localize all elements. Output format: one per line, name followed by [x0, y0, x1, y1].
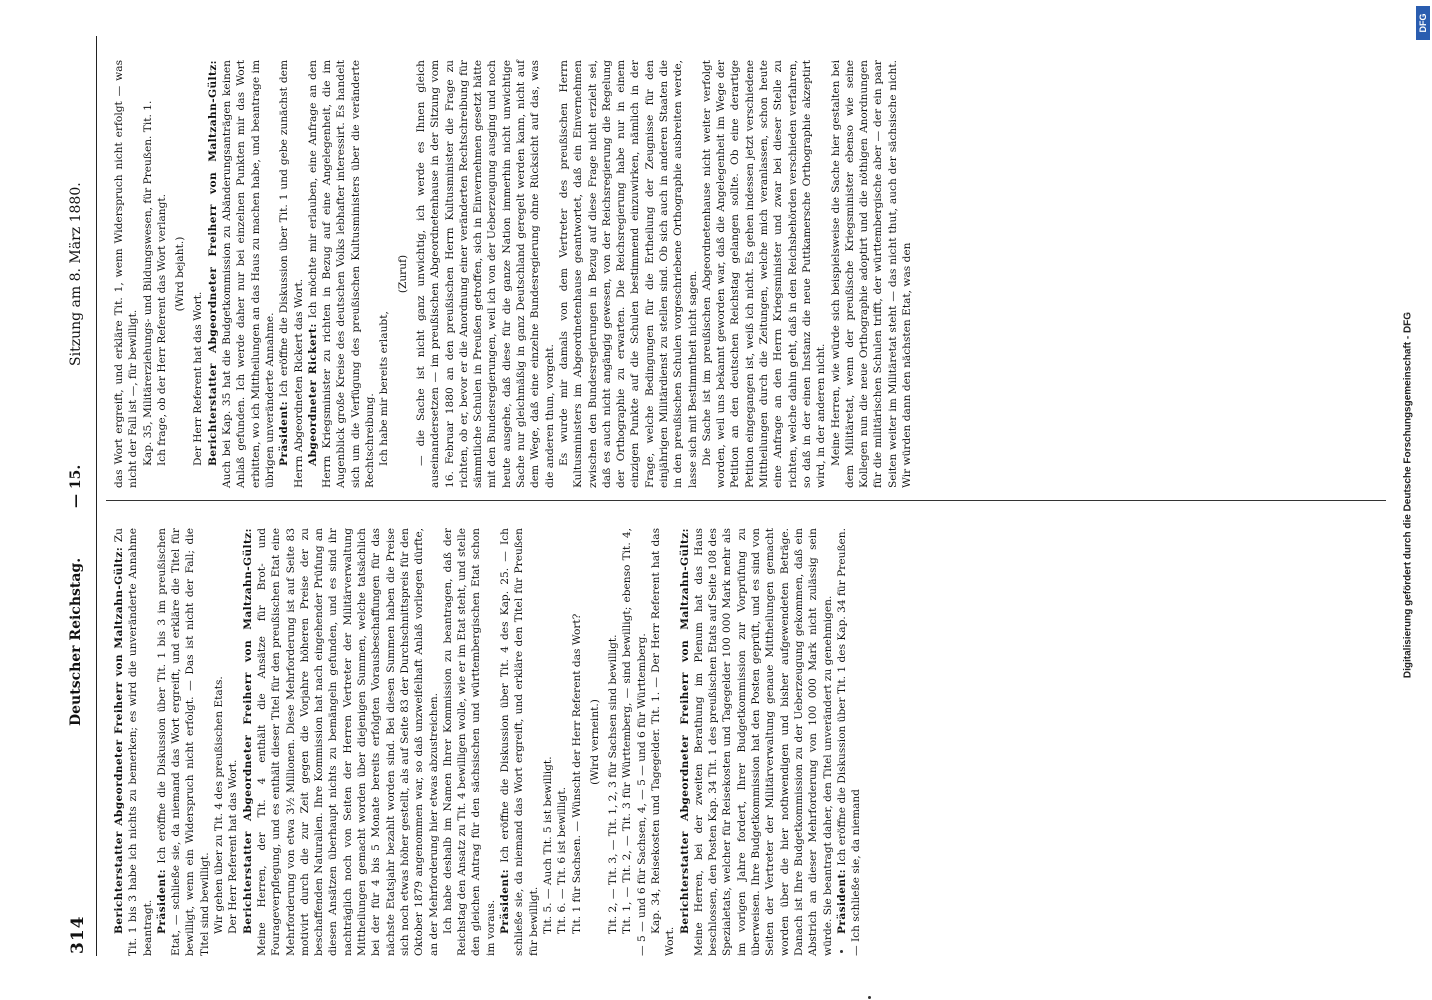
- paragraph: [835, 528, 864, 956]
- paragraph: [555, 528, 569, 956]
- paragraph: [678, 528, 835, 956]
- column-divider: [106, 500, 1386, 501]
- paragraph: [829, 60, 915, 488]
- paragraph: [155, 528, 212, 956]
- paragraph: [541, 528, 555, 956]
- paragraph: [155, 60, 169, 488]
- speaker-name: Präsident:: [835, 868, 848, 934]
- paragraph: [191, 60, 205, 488]
- paragraph-text: (Wird verneint.): [588, 699, 601, 785]
- publication-title: Deutscher Reichstag.: [68, 557, 84, 726]
- paragraph: [377, 60, 391, 488]
- paragraph-text: — die Sache ist nicht ganz unwichtig, ich werde es Ihnen gleich auseinandersetzen — im preußischen Abgeordnetenhause in der Sitzung vom 16. Februar 1880 an den preußischen Herrn Kultusminister die Frage zu richten, ob er, bevor er die Anordnung einer veränderten Rechtschreibung für sämmtliche Schulen in Preußen getroffen, sich in Einvernehmen gesetzt hätte mit den Bundesregierungen, weil ich von der Ueberzeugung ausging und noch heute ausgehe, daß diese für die ganze Nation immerhin nicht unwichtige Sache nur gleichmäßig in ganz Deutschland geregelt werden kann, nicht auf dem Wege, daß eine einzelne Bundesregierung ohne Rücksicht auf das, was die anderen thun, vorgeht.: [414, 60, 556, 488]
- scan-speck: [868, 996, 871, 999]
- paragraph-text: Kap. 34, Reisekosten und Tagegelder. Tit. 1. — Der Herr Referent hat das Wort.: [649, 528, 677, 956]
- dfg-logo: [1416, 6, 1430, 40]
- paragraph-text: Meine Herren, der Tit. 4 enthält die Ansätze für Brot- und Fourageverpflegung, und es enthält dieser Titel für den preußischen Etat eine Mehrforderung von etwa 3½ Millionen. Diese Mehrforderung ist auf Seite 83 motivirt durch die zur Zeit gegen die Vorjahre höheren Preise der zu beschaffenden Naturalien. Ihre Kommission hat nach eingehender Prüfung an diesen Ansätzen überhaupt nichts zu bemängeln gefunden, und es sind ihr nachträglich noch von Seiten der Herren Vertreter der Militärverwaltung Mittheilungen gemacht worden über diejenigen Summen, welche tatsächlich bei der für 4 bis 5 Monate bereits erfolgten Vorausbeschaffungen für das nächste Etatsjahr bezahlt worden sind. Bei diesen Summen haben die Preise sich noch etwas höher gestellt, als auf Seite 83 der Durchschnittspreis für den Oktober 1879 angenommen war, so daß unzweifelhaft Anlaß vorliegen dürfte, an der Mehrforderung hier etwas abzustreichen.: [255, 528, 440, 956]
- document-page: [56, 36, 1396, 956]
- paragraph-text: Ich habe mir bereits erlaubt,: [378, 311, 391, 466]
- speaker-name: Berichterstatter Abgeordneter Freiherr von Maltzahn-Gültz:: [113, 546, 125, 934]
- speaker-name: Präsident:: [278, 400, 291, 466]
- stage-direction: [173, 60, 187, 488]
- paragraph-text: Die Sache ist im preußischen Abgeordnetenhause nicht weiter verfolgt worden, weil uns bekannt geworden war, daß die Angelegenheit im Wege der Petition an den deutschen Reichstag gelangen sollte. Ob eine derartige Petition eingegangen ist, weiß ich nicht. Es gehen indessen jetzt verschiedene Mittheilungen durch die Zeitungen, welche mich veranlassen, schon heute eine Anfrage an den Herrn Kriegsminister und zwar bei dieser Stelle zu richten, welche dahin geht, daß in den Reichsbehörden verschieden verfahren, so daß in der einen Instanz die neue Puttkamersche Orthographie akzeptirt wird, in der anderen nicht.: [700, 60, 828, 488]
- scan-speck: [840, 950, 843, 953]
- paragraph-text: Meine Herren, bei der zweiten Berathung im Plenum hat das Haus beschlossen, den Posten Kap. 34 Tit. 1 des preußischen Etats auf Seite 108 des Spezialetats, welcher für Reisekosten und Tagegelder 100 000 Mark mehr als im vorigen Jahre fordert, Ihrer Budgetkommission zur Vorprüfung zu überweisen. Ihre Budgetkommission hat den Posten geprüft, und es sind von Seiten der Vertreter der Militärverwaltung genaue Mittheilungen gemacht worden über die hier nothwendigen und bisher aufgewendeten Beträge. Danach ist Ihre Budgetkommission zu der Ueberzeugung gekommen, daß ein Abstrich an dieser Mehrforderung von 100 000 Mark nicht zulässig sein würde. Sie beantragt daher, den Titel unverändert zu genehmigen.: [692, 528, 834, 956]
- paragraph: [306, 60, 377, 488]
- stage-direction: [396, 60, 410, 488]
- paragraph-text: Ich frage, ob der Herr Referent das Wort verlangt.: [155, 193, 168, 466]
- paragraph: [620, 528, 649, 956]
- paragraph-text: Tit. 1 für Sachsen. — Wünscht der Herr Referent das Wort?: [570, 613, 583, 934]
- paragraph-text: Ich eröffne die Diskussion über Tit. 1 bis 3 im preußischen Etat, — schließe sie, da niemand das Wort ergreift, und erkläre die Titel für bewilligt, wenn ein Widerspruch nicht erfolgt. — Das ist nicht der Fall; die Titel sind bewilligt.: [155, 528, 211, 956]
- paragraph-text: Wir gehen über zu Tit. 4 des preußischen Etats.: [213, 676, 226, 934]
- session-date: Sitzung am 8. März 1880.: [68, 182, 84, 366]
- stage-direction: [588, 528, 602, 956]
- paragraph: [441, 528, 498, 956]
- paragraph-text: Tit. 2, — Tit. 3, — Tit. 1, 2, 3 für Sachsen sind bewilligt.: [607, 634, 620, 934]
- paragraph: [112, 60, 141, 488]
- paragraph: [570, 528, 584, 956]
- paragraph: [277, 60, 306, 488]
- paragraph: [414, 60, 557, 488]
- speaker-name: Präsident:: [155, 868, 168, 934]
- paragraph-text: Ich eröffne die Diskussion über Tit. 1 des Kap. 34 für Preußen. — Ich schließe sie, da niemand: [835, 528, 863, 956]
- paragraph-text: Tit. 6. — Tit. 6 ist bewilligt.: [556, 787, 569, 934]
- session-number: — 15.: [68, 464, 84, 508]
- paragraph-text: Meine Herren, wie würde sich beispielsweise die Sache hier gestalten bei dem Militäretat, wenn der preußische Kriegsminister ebenso wie seine Kollegen nun die neue Orthographie adoptirt und die nöthigen Anordnungen für die militärischen Schulen trifft, der württembergische aber — der ein paar Seiten weiter im Militäretat steht — das nicht thut, auch der sächsische nicht. Wir würden dann den nächsten Etat, was den: [829, 60, 914, 488]
- digitization-note: Digitalisierung gefördert durch die Deutsche Forschungsgemeinschaft - DFG: [1402, 311, 1414, 679]
- right-column: [112, 60, 914, 488]
- speaker-name: Abgeordneter Rickert:: [306, 323, 319, 466]
- paragraph-text: Zu Tit. 1 bis 3 habe ich nichts zu bemerken; es wird die unveränderte Annahme beantragt.: [113, 528, 154, 956]
- left-column: [112, 528, 863, 956]
- paragraph: [649, 528, 678, 956]
- paragraph-text: Es wurde mir damals von dem Vertreter des preußischen Herrn Kultusministers im Abgeordnetenhause geantwortet, daß ein Einvernehmen zwischen den Bundesregierungen in Bezug auf diese Frage nicht erzielt sei, daß es auch nicht angängig gewesen, von der Reichsregierung die Regelung der Orthographie zu erwarten. Die Reichsregierung habe nur in einem einzigen Punkte auf die Schulen bestimmend einzuwirken, nämlich in der Frage, welche Bedingungen für die Ertheilung der Zeugnisse für den einjährigen Militärdienst zu stellen sind. Ob sich auch in anderen Staaten die in den preußischen Schulen vorgeschriebene Orthographie ausbreiten werde, lasse sich mit Bestimmtheit nicht sagen.: [557, 60, 699, 488]
- paragraph-text: (Zuruf): [396, 254, 409, 294]
- paragraph-text: Ich eröffne die Diskussion über Tit. 4 des Kap. 25. — Ich schließe sie, da niemand das Wort ergreift, und erkläre den Titel für Preußen für bewilligt.: [499, 528, 540, 956]
- paragraph: [557, 60, 700, 488]
- paragraph-text: Ich habe deshalb im Namen Ihrer Kommission zu beantragen, daß der Reichstag den Ansatz zu Tit. 4 bewilligen wolle, wie er im Etat steht, und stelle den gleichen Antrag für den sächsischen und württembergischen Etat schon im voraus.: [441, 528, 497, 956]
- page-header: [56, 36, 97, 956]
- paragraph: [206, 60, 277, 488]
- paragraph-text: Ich möchte mir erlauben, eine Anfrage an den Herrn Kriegsminister zu richten in Bezug auf eine Angelegenheit, die im Augenblick große Kreise des deutschen Volks lebhafter interessirt. Es handelt sich um die Verfügung des preußischen Kultusministers über die veränderte Rechtschreibung.: [306, 59, 377, 488]
- page-number: 314: [68, 915, 88, 954]
- paragraph-text: Tit. 5. — Auch Tit. 5 ist bewilligt.: [541, 756, 554, 934]
- paragraph-text: (Wird bejaht.): [174, 236, 187, 312]
- paragraph-text: das Wort ergreift, und erkläre Tit. 1, wenn Widerspruch nicht erfolgt — was nicht der Fall ist —, für bewilligt.: [113, 60, 140, 488]
- paragraph: [606, 528, 620, 956]
- paragraph: [700, 60, 829, 488]
- speaker-name: Berichterstatter Abgeordneter Freiherr von Maltzahn-Gültz:: [241, 528, 254, 934]
- paragraph: [241, 528, 441, 956]
- paragraph-text: Auch bei Kap. 35 hat die Budgetkommission zu Abänderungsanträgen keinen Anlaß gefunden. Ich werde daher nur bei einzelnen Punkten mir das Wort erbitten, wo ich Mittheilungen an das Haus zu machen habe, und beantrage im übrigen unveränderte Annahme.: [221, 60, 276, 488]
- digitization-sidebar: [1388, 40, 1428, 950]
- speaker-name: Berichterstatter Abgeordneter Freiherr von Maltzahn-Gültz:: [206, 60, 219, 466]
- speaker-name: Berichterstatter Abgeordneter Freiherr von Maltzahn-Gültz:: [678, 528, 691, 934]
- paragraph: [112, 528, 155, 956]
- paragraph-text: Kap. 35, Militärerziehungs- und Bildungswesen, für Preußen. Tit. 1.: [141, 100, 154, 466]
- paragraph: [212, 528, 226, 956]
- paragraph: [141, 60, 155, 488]
- paragraph-text: Der Herr Referent hat das Wort.: [192, 291, 205, 466]
- paragraph: [498, 528, 541, 956]
- paragraph: [226, 528, 240, 956]
- dfg-logo-text: DFG: [1418, 13, 1428, 33]
- paragraph-text: Der Herr Referent hat das Wort.: [227, 759, 240, 934]
- paragraph-text: Tit. 1, — Tit. 2, — Tit. 3 für Württemberg, — sind bewilligt; ebenso Tit. 4, — 5 — und 6 für Sachsen, 4, — 5 — und 6 für Württemberg.: [621, 528, 648, 956]
- paragraph-text: Ich eröffne die Diskussion über Tit. 1 und gebe zunächst dem Herrn Abgeordneten Rickert das Wort.: [278, 60, 305, 488]
- speaker-name: Präsident:: [499, 868, 512, 934]
